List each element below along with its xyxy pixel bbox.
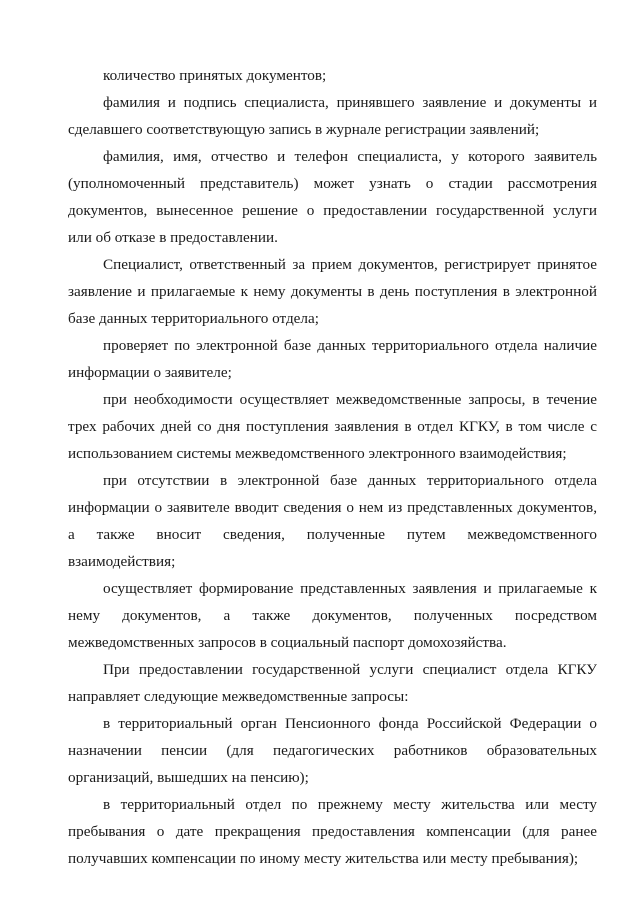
text-line: количество принятых документов; (103, 67, 327, 84)
text-line: взаимодействия; (68, 553, 176, 570)
text-line: заявление и прилагаемые к нему документы в день поступления в электронной (68, 283, 597, 300)
text-line: (уполномоченный представитель) может узнать о стадии рассмотрения (68, 175, 597, 192)
text-line: использованием системы межведомственного электронного взаимодействия; (68, 445, 567, 462)
text-line: фамилия, имя, отчество и телефон специалиста, у которого заявитель (103, 148, 597, 165)
text-line: документов, вынесенное решение о предоставлении государственной услуги (68, 202, 597, 219)
text-line: фамилия и подпись специалиста, принявшего заявление и документы и (103, 94, 597, 111)
text-line: Специалист, ответственный за прием документов, регистрирует принятое (103, 256, 597, 273)
text-line: получавших компенсации по иному месту жительства или месту пребывания); (68, 850, 579, 867)
text-line: информации о заявителе; (68, 364, 232, 381)
text-line: в территориальный отдел по прежнему месту жительства или месту (103, 796, 597, 813)
text-line: в территориальный орган Пенсионного фонда Российской Федерации о (103, 715, 597, 732)
text-line: При предоставлении государственной услуги специалист отдела КГКУ (103, 661, 597, 678)
text-line: при необходимости осуществляет межведомственные запросы, в течение (103, 391, 597, 408)
text-line: проверяет по электронной базе данных территориального отдела наличие (103, 337, 597, 354)
text-line: нему документов, а также документов, полученных посредством (68, 607, 597, 624)
text-line: базе данных территориального отдела; (68, 310, 319, 327)
text-line: осуществляет формирование представленных заявления и прилагаемые к (103, 580, 597, 597)
text-line: назначении пенсии (для педагогических работников образовательных (68, 742, 597, 759)
text-line: направляет следующие межведомственные запросы: (68, 688, 409, 705)
text-line: или об отказе в предоставлении. (68, 229, 278, 246)
text-line: информации о заявителе вводит сведения о нем из представленных документов, (68, 499, 597, 516)
text-line: трех рабочих дней со дня поступления заявления в отдел КГКУ, в том числе с (68, 418, 597, 435)
text-line: сделавшего соответствующую запись в журнале регистрации заявлений; (68, 121, 540, 138)
text-line: а также вносит сведения, полученные путем межведомственного (68, 526, 597, 543)
text-line: организаций, вышедших на пенсию); (68, 769, 309, 786)
text-line: пребывания о дате прекращения предоставления компенсации (для ранее (68, 823, 597, 840)
text-line: межведомственных запросов в социальный паспорт домохозяйства. (68, 634, 507, 651)
text-line: при отсутствии в электронной базе данных территориального отдела (103, 472, 597, 489)
